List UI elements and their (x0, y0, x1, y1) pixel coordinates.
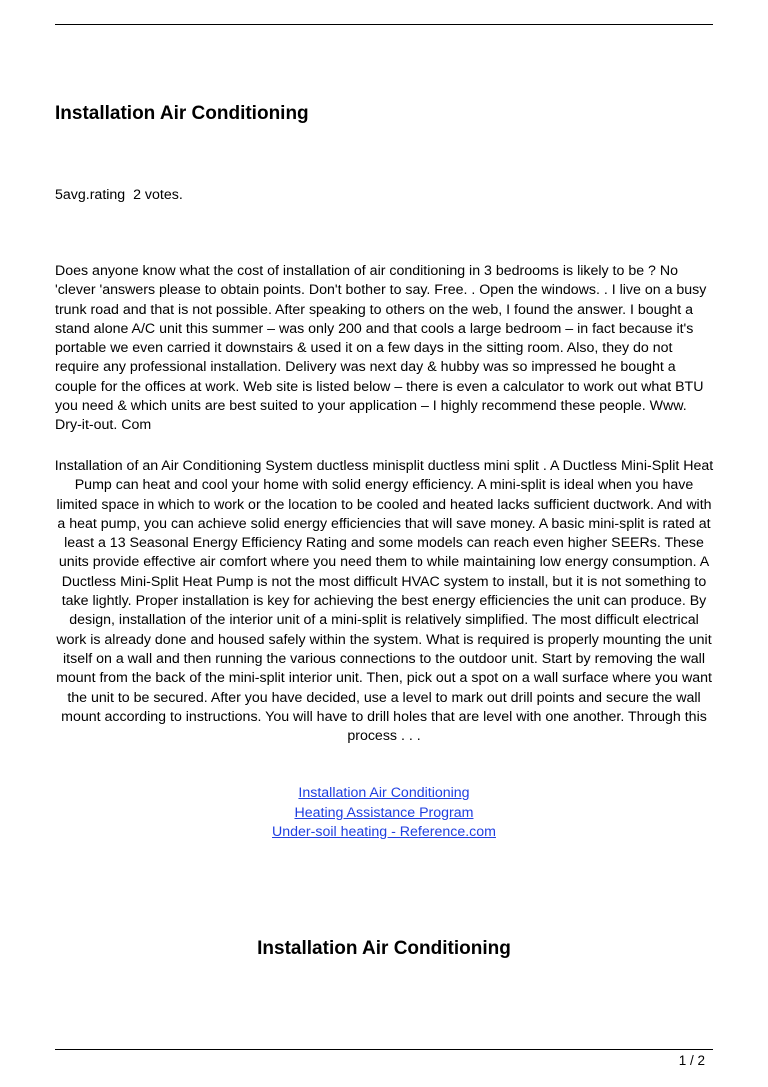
link-heating-assistance-program[interactable]: Heating Assistance Program (294, 804, 474, 821)
page-title: Installation Air Conditioning (55, 103, 309, 124)
rating-text: 5avg.rating 2 votes. (55, 187, 183, 203)
related-links (55, 784, 713, 843)
footer-divider (55, 1049, 713, 1050)
body-paragraph-2: Installation of an Air Conditioning System ductless minisplit ductless mini split . A Ductless Mini-Split Heat Pump can heat and cool your home with solid energy efficiency. A mini-split is ideal when you have limited space in which to work or the location to be cooled and heated lacks sufficient ductwork. And with a heat pump, you can achieve solid energy efficiencies that will save money. A basic mini-split is rated at least a 13 Seasonal Energy Efficiency Rating and some models can reach even higher SEERs. These units provide effective air comfort where you need them to while maintaining low energy consumption. A Ductless Mini-Split Heat Pump is not the most difficult HVAC system to install, but it is not something to take lightly. Proper installation is key for achieving the best energy efficiencies the unit can produce. By design, installation of the interior unit of a mini-split is relatively simplified. The most difficult electrical work is already done and housed safely within the system. What is required is properly mounting the unit itself on a wall and then running the various connections to the outdoor unit. Start by removing the wall mount from the back of the mini-split interior unit. Then, pick out a spot on a wall surface where you want the unit to be secured. After you have decided, use a level to mark out drill points and secure the wall mount according to instructions. You will have to drill holes that are level with one another. Through this process . . . (54, 458, 714, 745)
link-under-soil-heating[interactable]: Under-soil heating - Reference.com (272, 824, 496, 840)
header-divider (55, 24, 713, 25)
bottom-title: Installation Air Conditioning (257, 938, 511, 959)
page-number: 1 / 2 (678, 1053, 705, 1068)
body-paragraph-1: Does anyone know what the cost of installation of air conditioning in 3 bedrooms is likely to be ? No 'clever 'answers please to obtain points. Don't bother to say. Free. . Open the windows. . I live on a busy trunk road and that is not possible. After speaking to others on the web, I found the answer. I bought a stand alone A/C unit this summer – was only 200 and that cools a large bedroom – in fact because it's portable we even carried it downstairs & used it on a few days in the sitting room. Also, they do not require any professional installation. Delivery was next day & hubby was so impressed he bought a couple for the offices at work. Web site is listed below – there is even a calculator to work out what BTU you need & which units are best suited to your application – I highly recommend these people. Www. Dry-it-out. Com (55, 263, 707, 434)
link-installation-air-conditioning[interactable]: Installation Air Conditioning (298, 785, 470, 801)
